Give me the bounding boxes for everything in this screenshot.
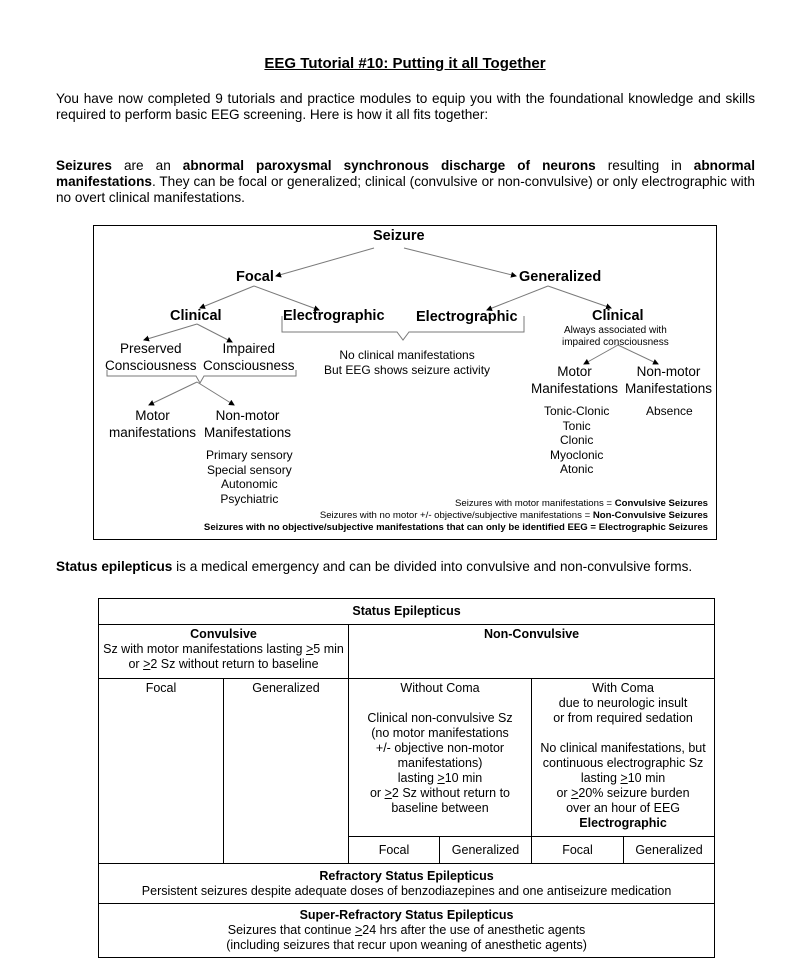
node-line: Motor xyxy=(557,364,592,379)
seizure-classification-diagram xyxy=(93,225,717,540)
page-title: EEG Tutorial #10: Putting it all Together xyxy=(264,55,546,72)
cell-text: 5 min xyxy=(313,642,344,656)
ge-symbol: > xyxy=(437,771,445,785)
cell-text: Sz with motor manifestations lasting xyxy=(103,642,306,656)
node-line: Consciousness xyxy=(105,358,197,373)
cell-line-bold: Electrographic xyxy=(579,816,667,830)
cell-line: Clinical non-convulsive Sz xyxy=(367,711,513,725)
refractory-cell xyxy=(99,864,715,904)
status-epilepticus-table xyxy=(98,598,715,958)
footnote-bold: Non-Convulsive Seizures xyxy=(592,510,708,521)
seizure-definition-bold: abnormal paroxysmal synchronous discharge of neurons xyxy=(182,158,596,173)
cell-text: lasting xyxy=(397,771,438,785)
para-text: is a medical emergency and can be divided into convulsive and non-convulsive forms. xyxy=(172,559,693,574)
note-line: But EEG shows seizure activity xyxy=(324,362,491,377)
node-generalized-nonmotor xyxy=(625,363,712,397)
table-row xyxy=(99,599,715,625)
node-line: manifestations xyxy=(109,425,197,440)
table-row xyxy=(99,679,715,837)
para-text: resulting in xyxy=(595,158,694,173)
ge-symbol: > xyxy=(305,642,314,656)
cell-line xyxy=(533,771,713,786)
cell-line: (no motor manifestations xyxy=(371,726,509,740)
node-generalized-motor xyxy=(531,363,618,397)
table-title: Status Epilepticus xyxy=(99,599,715,625)
with-coma-generalized-cell: Generalized xyxy=(624,837,715,864)
super-refractory-cell xyxy=(99,904,715,958)
cell-line xyxy=(350,786,530,801)
footnote-bold: Convulsive Seizures xyxy=(614,498,708,509)
list-item: Myoclonic xyxy=(550,447,604,462)
note-line: Always associated with xyxy=(563,325,667,336)
without-coma-focal-cell: Focal xyxy=(349,837,440,864)
cell-text: Seizures that continue xyxy=(227,923,355,937)
intro-paragraph: You have now completed 9 tutorials and practice modules to equip you with the foundational knowledge and skills required to perform basic EEG screening. Here is how it all fits together: xyxy=(56,91,755,122)
table-row xyxy=(99,904,715,958)
seizures-term: Seizures xyxy=(56,158,112,173)
nonconvulsive-header-cell: Non-Convulsive xyxy=(349,625,715,679)
without-coma-generalized-cell: Generalized xyxy=(440,837,532,864)
list-item: Autonomic xyxy=(220,477,278,491)
cell-line xyxy=(533,786,713,801)
note-line: No clinical manifestations xyxy=(339,348,475,362)
convulsive-header-cell xyxy=(99,625,349,679)
super-refractory-definition xyxy=(100,923,713,938)
node-focal-clinical: Clinical xyxy=(170,308,222,324)
ge-symbol: > xyxy=(620,771,628,785)
list-item: Tonic xyxy=(562,418,591,433)
node-line: Motor xyxy=(135,408,170,423)
cell-line: baseline between xyxy=(391,801,489,815)
generalized-motor-list xyxy=(544,404,609,477)
node-line: Consciousness xyxy=(203,358,295,373)
list-item: Absence xyxy=(646,404,693,418)
node-focal: Focal xyxy=(236,269,274,285)
generalized-nonmotor-list xyxy=(646,404,693,419)
focal-nonmotor-list xyxy=(206,448,293,506)
status-epilepticus-term: Status epilepticus xyxy=(56,559,173,574)
list-item: Atonic xyxy=(560,462,594,476)
with-coma-title: With Coma xyxy=(592,681,654,695)
cell-line: due to neurologic insult xyxy=(558,696,688,710)
with-coma-focal-cell: Focal xyxy=(532,837,624,864)
cell-line: No clinical manifestations, but xyxy=(540,741,706,755)
node-generalized-clinical: Clinical xyxy=(592,308,644,324)
cell-text: 2 Sz without return to xyxy=(391,786,511,800)
ge-symbol: > xyxy=(571,786,579,800)
cell-line: +/- objective non-motor xyxy=(375,741,505,755)
cell-text: 2 Sz without return to baseline xyxy=(150,657,319,671)
cell-text: or xyxy=(369,786,385,800)
electrographic-note xyxy=(324,348,490,377)
status-epilepticus-paragraph xyxy=(56,559,755,575)
list-item: Primary sensory xyxy=(206,448,293,462)
convulsive-focal-cell: Focal xyxy=(99,679,224,864)
footnote-electrographic: Seizures with no objective/subjective manifestations that can only be identified EEG = Electrographic Seizures xyxy=(203,522,708,533)
cell-line: continuous electrographic Sz xyxy=(542,756,704,770)
list-item: Special sensory xyxy=(206,462,292,477)
cell-line xyxy=(350,771,530,786)
generalized-clinical-note xyxy=(562,325,669,349)
cell-text: 10 min xyxy=(444,771,483,785)
list-item: Clonic xyxy=(560,433,594,447)
super-refractory-title: Super-Refractory Status Epilepticus xyxy=(299,908,514,922)
list-item: Psychiatric xyxy=(220,491,279,506)
node-line: Impaired xyxy=(222,341,276,356)
table-row xyxy=(99,625,715,679)
footnote-convulsive xyxy=(455,498,708,509)
ge-symbol: > xyxy=(354,923,363,937)
node-line: Manifestations xyxy=(625,381,713,396)
cell-text: 20% seizure burden xyxy=(578,786,690,800)
cell-text: or xyxy=(128,657,144,671)
cell-text: 24 hrs after the use of anesthetic agents xyxy=(362,923,586,937)
node-line: Non-motor xyxy=(215,408,280,423)
node-focal-motor xyxy=(109,407,196,441)
convulsive-definition xyxy=(100,657,347,672)
node-impaired-consciousness xyxy=(203,340,295,374)
node-line: Non-motor xyxy=(636,364,701,379)
para-text: . They can be focal or generalized; clinical (convulsive or non-convulsive) or only electrographic with no overt clinical manifestations. xyxy=(56,174,755,205)
ge-symbol: > xyxy=(384,786,392,800)
table-row xyxy=(99,864,715,904)
cell-line: or from required sedation xyxy=(553,711,693,725)
convulsive-title: Convulsive xyxy=(190,627,257,641)
without-coma-cell xyxy=(349,679,532,837)
without-coma-title: Without Coma xyxy=(400,681,480,695)
node-line: Manifestations xyxy=(204,425,292,440)
node-line: Preserved xyxy=(120,341,182,356)
footnote-text: Seizures with no motor +/- objective/subjective manifestations = xyxy=(319,510,593,521)
cell-text: 10 min xyxy=(627,771,666,785)
super-refractory-note: (including seizures that recur upon weaning of anesthetic agents) xyxy=(226,938,587,952)
convulsive-generalized-cell: Generalized xyxy=(224,679,349,864)
list-item: Tonic-Clonic xyxy=(544,404,610,418)
node-generalized-electrographic: Electrographic xyxy=(416,309,518,325)
node-focal-electrographic: Electrographic xyxy=(283,308,385,324)
para-text: are an xyxy=(111,158,183,173)
node-line: Manifestations xyxy=(531,381,619,396)
abnormal-manifestations-bold: abnormal manifestations xyxy=(56,158,755,189)
note-line: impaired consciousness xyxy=(562,337,669,348)
refractory-title: Refractory Status Epilepticus xyxy=(319,868,494,883)
cell-line: manifestations) xyxy=(397,756,483,770)
cell-text: or xyxy=(556,786,572,800)
refractory-definition: Persistent seizures despite adequate doses of benzodiazepines and one antiseizure medication xyxy=(141,883,672,898)
node-focal-nonmotor xyxy=(204,407,291,441)
with-coma-cell xyxy=(532,679,715,837)
cell-text: lasting xyxy=(580,771,621,785)
seizure-definition-paragraph xyxy=(56,158,755,206)
ge-symbol: > xyxy=(143,657,151,671)
node-generalized: Generalized xyxy=(519,269,602,285)
cell-line: over an hour of EEG xyxy=(566,801,681,815)
convulsive-definition xyxy=(100,642,347,657)
footnote-nonconvulsive xyxy=(320,510,708,521)
node-preserved-consciousness xyxy=(105,340,197,374)
node-seizure: Seizure xyxy=(373,228,425,244)
footnote-text: Seizures with motor manifestations = xyxy=(454,498,615,509)
